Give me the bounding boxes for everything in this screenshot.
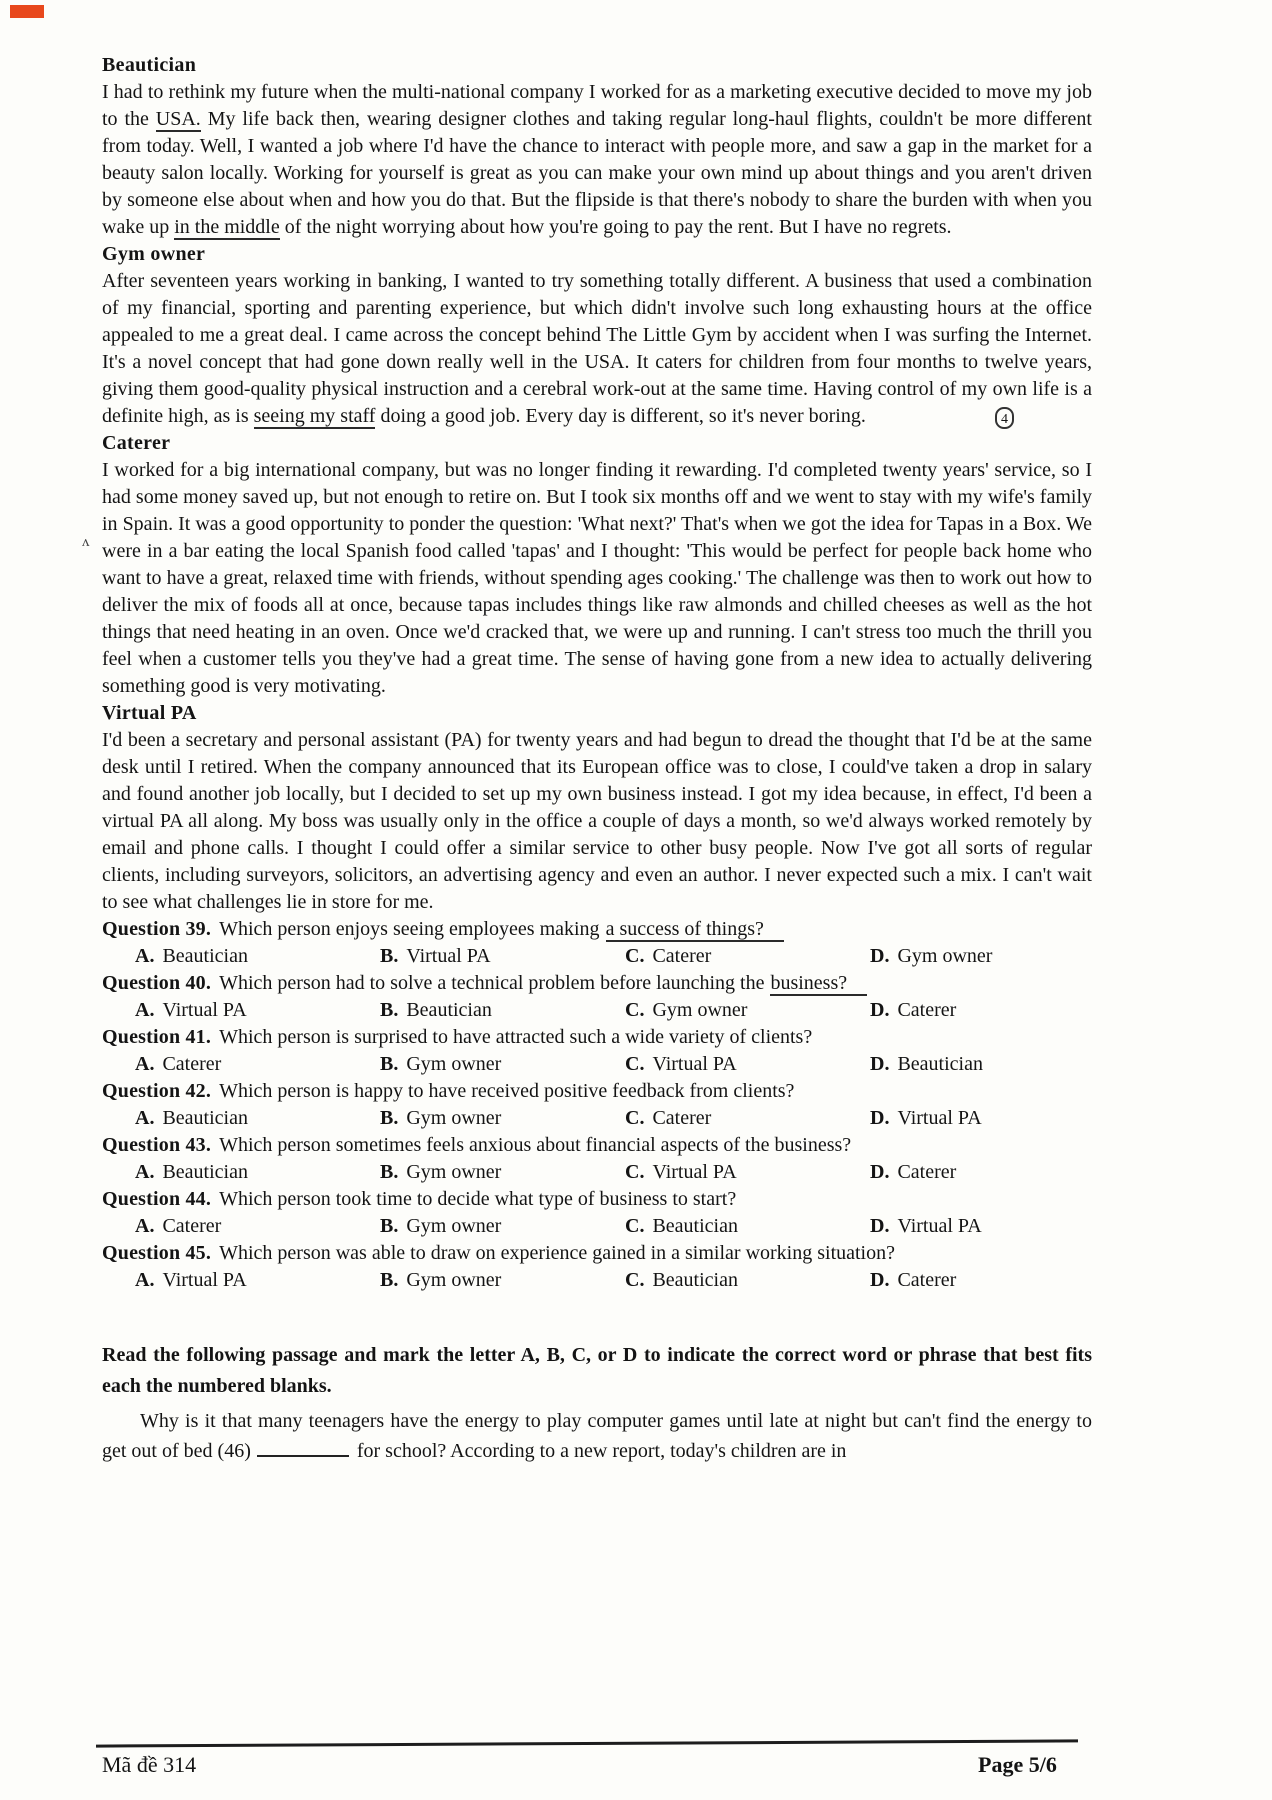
option-a xyxy=(135,1159,380,1186)
question-line xyxy=(102,1186,1092,1213)
option-a xyxy=(135,1051,380,1078)
option-text: Virtual PA xyxy=(162,1269,247,1291)
underlined-text-staff: seeing my staff xyxy=(253,405,376,427)
question-label: Question 43. xyxy=(102,1134,212,1156)
option-text: Virtual PA xyxy=(652,1053,737,1075)
question-underlined-text: business? xyxy=(770,972,867,996)
question-text: Which person sometimes feels anxious about financial aspects of the business? xyxy=(219,1134,852,1156)
question-line xyxy=(102,970,1092,997)
passage-title-gym-owner: Gym owner xyxy=(102,243,206,265)
question-42 xyxy=(102,1078,1092,1132)
option-a xyxy=(135,1213,380,1240)
passage-text: for school? According to a new report, today's children are in xyxy=(356,1440,847,1462)
question-43 xyxy=(102,1132,1092,1186)
question-line xyxy=(102,1078,1092,1105)
option-text: Gym owner xyxy=(406,1269,502,1291)
option-letter: C. xyxy=(625,945,645,967)
passage-title-beautician: Beautician xyxy=(102,54,197,76)
option-text: Beautician xyxy=(162,945,248,967)
options-row xyxy=(135,1105,1092,1132)
option-letter: D. xyxy=(870,999,890,1021)
option-letter: A. xyxy=(135,1269,155,1291)
option-b xyxy=(380,1159,625,1186)
option-letter: B. xyxy=(380,999,399,1021)
option-d xyxy=(870,1213,1092,1240)
option-c xyxy=(625,997,870,1024)
red-corner-mark xyxy=(10,5,44,18)
option-a xyxy=(135,1105,380,1132)
option-text: Beautician xyxy=(652,1269,738,1291)
option-letter: C. xyxy=(625,1215,645,1237)
blank-line-46 xyxy=(257,1440,349,1457)
option-letter: A. xyxy=(135,1161,155,1183)
option-text: Caterer xyxy=(897,1161,957,1183)
question-text: Which person was able to draw on experience gained in a similar working situation? xyxy=(219,1242,895,1264)
question-39 xyxy=(102,916,1092,970)
exam-code: Mã đề 314 xyxy=(102,1752,197,1777)
option-text: Beautician xyxy=(652,1215,738,1237)
option-c xyxy=(625,1051,870,1078)
option-letter: C. xyxy=(625,1269,645,1291)
question-label: Question 40. xyxy=(102,972,212,994)
passage-body-virtual-pa: I'd been a secretary and personal assistant (PA) for twenty years and had begun to dread the thought that I'd be at the same desk until I retired. When the company announced that its European office was to close, I could've taken a drop in salary and found another job locally, but I decided to set up my own business instead. I got my idea because, in effect, I'd been a virtual PA all along. My boss was usually only in the office a couple of days a month, so we'd always worked remotely by email and phone calls. I thought I could offer a similar service to other busy people. Now I've got all sorts of regular clients, including surveyors, solicitors, an advertising agency and even an author. I never expected such a mix. I can't wait to see what challenges lie in store for me. xyxy=(102,729,1092,913)
option-text: Gym owner xyxy=(652,999,748,1021)
page-number: Page 5/6 xyxy=(978,1752,1057,1777)
circled-annotation-mark: 4 xyxy=(995,407,1014,429)
cloze-passage-opening xyxy=(102,1406,1092,1466)
passage-body-gym-owner xyxy=(102,268,1092,430)
option-b xyxy=(380,1105,625,1132)
option-text: Gym owner xyxy=(897,945,993,967)
option-d xyxy=(870,1105,1092,1132)
option-c xyxy=(625,1105,870,1132)
question-45 xyxy=(102,1240,1092,1294)
margin-caret-mark: ʌ xyxy=(82,534,90,550)
options-row xyxy=(135,1267,1092,1294)
option-a xyxy=(135,1267,380,1294)
question-line xyxy=(102,1132,1092,1159)
option-b xyxy=(380,1051,625,1078)
option-text: Caterer xyxy=(652,945,712,967)
option-d xyxy=(870,1267,1092,1294)
passage-text: I had to rethink my future when the multi-national company I worked for as a marketing executive decided to move my job to the xyxy=(102,81,1092,130)
option-letter: D. xyxy=(870,1053,890,1075)
question-label: Question 41. xyxy=(102,1026,212,1048)
option-letter: C. xyxy=(625,1107,645,1129)
question-label: Question 45. xyxy=(102,1242,212,1264)
option-text: Beautician xyxy=(406,999,492,1021)
question-label: Question 39. xyxy=(102,918,212,940)
question-40 xyxy=(102,970,1092,1024)
underlined-text-middle: in the middle xyxy=(174,216,280,238)
options-row xyxy=(135,1159,1092,1186)
passage-body-beautician xyxy=(102,79,1092,241)
question-text: Which person took time to decide what type of business to start? xyxy=(219,1188,737,1210)
option-letter: D. xyxy=(870,945,890,967)
option-letter: B. xyxy=(380,1107,399,1129)
options-row xyxy=(135,1213,1092,1240)
option-b xyxy=(380,1267,625,1294)
option-a xyxy=(135,997,380,1024)
option-letter: C. xyxy=(625,999,645,1021)
option-text: Virtual PA xyxy=(406,945,491,967)
questions-section xyxy=(102,916,1092,1294)
option-text: Beautician xyxy=(897,1053,983,1075)
option-letter: A. xyxy=(135,1107,155,1129)
passage-title-virtual-pa: Virtual PA xyxy=(102,702,197,724)
question-line xyxy=(102,1024,1092,1051)
option-a xyxy=(135,943,380,970)
option-text: Gym owner xyxy=(406,1161,502,1183)
option-d xyxy=(870,1159,1092,1186)
option-text: Virtual PA xyxy=(652,1161,737,1183)
question-text: Which person is surprised to have attracted such a wide variety of clients? xyxy=(219,1026,813,1048)
option-text: Beautician xyxy=(162,1107,248,1129)
option-text: Caterer xyxy=(897,1269,957,1291)
passage-text: of the night worrying about how you're going to pay the rent. But I have no regrets. xyxy=(279,216,952,238)
option-text: Caterer xyxy=(652,1107,712,1129)
option-text: Gym owner xyxy=(406,1107,502,1129)
passage-beautician xyxy=(102,52,1092,241)
passage-text: doing a good job. Every day is different, so it's never boring. xyxy=(375,405,866,427)
option-c xyxy=(625,1213,870,1240)
options-row xyxy=(135,997,1092,1024)
option-letter: D. xyxy=(870,1107,890,1129)
option-letter: A. xyxy=(135,945,155,967)
option-b xyxy=(380,997,625,1024)
option-c xyxy=(625,1267,870,1294)
option-letter: A. xyxy=(135,1053,155,1075)
question-underlined-text: a success of things? xyxy=(606,918,784,942)
question-line xyxy=(102,1240,1092,1267)
option-letter: B. xyxy=(380,1053,399,1075)
question-44 xyxy=(102,1186,1092,1240)
option-letter: B. xyxy=(380,945,399,967)
option-letter: C. xyxy=(625,1161,645,1183)
option-letter: D. xyxy=(870,1269,890,1291)
question-label: Question 44. xyxy=(102,1188,212,1210)
option-text: Gym owner xyxy=(406,1053,502,1075)
passage-gym-owner xyxy=(102,241,1092,430)
option-letter: D. xyxy=(870,1215,890,1237)
underlined-text-usa: USA. xyxy=(155,108,201,130)
option-letter: A. xyxy=(135,1215,155,1237)
options-row xyxy=(135,1051,1092,1078)
option-b xyxy=(380,943,625,970)
question-text: Which person is happy to have received positive feedback from clients? xyxy=(219,1080,795,1102)
option-text: Beautician xyxy=(162,1161,248,1183)
option-c xyxy=(625,1159,870,1186)
passage-caterer xyxy=(82,430,1092,700)
option-text: Caterer xyxy=(897,999,957,1021)
footer-rule xyxy=(96,1739,1078,1747)
passage-text: Why is it that many teenagers have the energy to play computer games until late at night but can't find the energy to get out of bed (46) xyxy=(102,1410,1092,1462)
question-41 xyxy=(102,1024,1092,1078)
option-text: Caterer xyxy=(162,1053,222,1075)
passage-text: My life back then, wearing designer clothes and taking regular long-haul flights, couldn't be more different from today. Well, I wanted a job where I'd have the chance to interact with people more, and saw a gap in the market for a beauty salon locally. Working for yourself is great as you can make your own mind up about things and you aren't driven by someone else about when and how you do that. But the flipside is that there's nobody to share the burden with when you wake up xyxy=(102,108,1092,238)
passage-title-caterer: Caterer xyxy=(102,432,171,454)
question-label: Question 42. xyxy=(102,1080,212,1102)
options-row xyxy=(135,943,1092,970)
option-text: Virtual PA xyxy=(897,1215,982,1237)
option-text: Virtual PA xyxy=(897,1107,982,1129)
option-letter: C. xyxy=(625,1053,645,1075)
option-text: Gym owner xyxy=(406,1215,502,1237)
option-letter: A. xyxy=(135,999,155,1021)
option-d xyxy=(870,1051,1092,1078)
page-content xyxy=(82,52,1092,1466)
passage-text: After seventeen years working in banking, I wanted to try something totally different. A business that used a combination of my financial, sporting and parenting experience, but which didn't involve such long exhausting hours at the office appealed to me a great deal. I came across the concept behind The Little Gym by accident when I was surfing the Internet. It's a novel concept that had gone down really well in the USA. It caters for children from four months to twelve years, giving them good-quality physical instruction and a cerebral work-out at the same time. Having control of my own life is a definite high, as is xyxy=(102,270,1092,427)
option-d xyxy=(870,997,1092,1024)
question-text: Which person enjoys seeing employees making xyxy=(219,918,600,940)
option-c xyxy=(625,943,870,970)
option-b xyxy=(380,1213,625,1240)
passage-body-caterer: I worked for a big international company, but was no longer finding it rewarding. I'd completed twenty years' service, so I had some money saved up, but not enough to retire on. But I took six months off and we went to stay with my wife's family in Spain. It was a good opportunity to ponder the question: 'What next?' That's when we got the idea for Tapas in a Box. We were in a bar eating the local Spanish food called 'tapas' and I thought: 'This would be perfect for people back home who want to have a great, relaxed time with friends, without spending ages cooking.' The challenge was then to work out how to deliver the mix of foods all at once, because tapas includes things like raw almonds and chilled cheeses as well as the hot things that need heating in an oven. Once we'd cracked that, we were up and running. I can't stress too much the thrill you feel when a customer tells you they've had a great time. The sense of having gone from a new idea to actually delivering something good is very motivating. xyxy=(102,459,1092,697)
section-instruction: Read the following passage and mark the letter A, B, C, or D to indicate the correct word or phrase that best fits each the numbered blanks. xyxy=(102,1344,1092,1397)
passage-virtual-pa xyxy=(102,700,1092,916)
option-d xyxy=(870,943,1092,970)
option-text: Caterer xyxy=(162,1215,222,1237)
option-letter: B. xyxy=(380,1269,399,1291)
question-line xyxy=(102,916,1092,943)
option-letter: B. xyxy=(380,1161,399,1183)
option-letter: D. xyxy=(870,1161,890,1183)
option-letter: B. xyxy=(380,1215,399,1237)
question-text: Which person had to solve a technical problem before launching the xyxy=(219,972,765,994)
option-text: Virtual PA xyxy=(162,999,247,1021)
